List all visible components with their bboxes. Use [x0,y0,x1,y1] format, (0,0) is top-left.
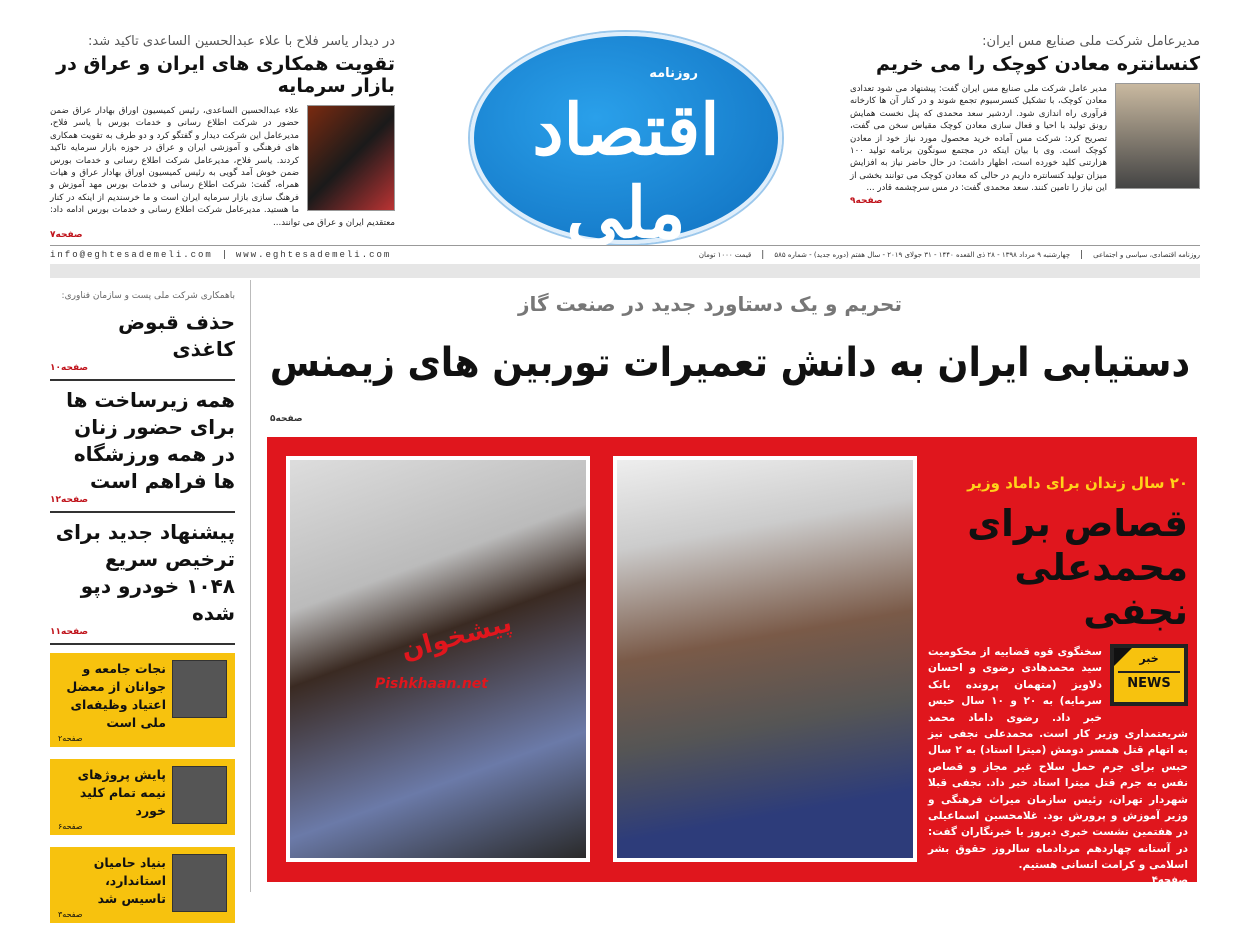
divider: | [761,249,765,260]
page-ref[interactable]: صفحه۷ [50,230,83,241]
page-ref[interactable]: صفحه۱۲ [50,495,89,505]
logo-subtitle: روزنامه [649,66,698,81]
page-ref: صفحه۶ [58,822,83,831]
lead-headline[interactable]: قصاص برای محمدعلی نجفی [967,502,1188,633]
lead-kicker: ۲۰ سال زندان برای داماد وزیر [967,474,1188,492]
badge-label-en: NEWS [1118,671,1180,692]
paper-type: روزنامه اقتصادی، سیاسی و اجتماعی [1093,250,1200,259]
lead-body [928,644,1188,874]
page-ref: صفحه۲ [58,734,83,743]
badge-label-fa: خبر [1139,652,1159,665]
top-right-story [850,34,1200,206]
column-divider [250,280,251,892]
story-body: علاء عبدالحسین الساعدی، رئیس کمیسیون اوراق بهادار عراق ضمن حضور در شرکت اطلاع رسانی و خدمات بورس با یاسر فلاح، مدیرعامل این شرکت دیدار و گفتگو کرد و دو طرف به تقویت همکاری های فرهنگی و آموزشی ایران و عراق در حوزه بازار سرمایه تاکید کردند. یاسر فلاح، مدیرعامل شرکت اطلاع رسانی و خدمات بورس ضمن خوش آمد گویی به رئیس کمیسیون اوراق بهادار عراق و هیات همراه، گفت: شرکت اطلاع رسانی و خدمات بورس مهد آموزش و فرهنگ سازی بازار سرمایه ایران است و ما خرسندیم از اینکه در کنار ما هستید. مدیرعامل شرکت اطلاع رسانی و خدمات بورس ادامه داد: معتقدیم ایران و عراق می توانند... [50,106,395,228]
page-ref[interactable]: صفحه۱۰ [50,363,89,373]
divider [50,379,235,381]
divider: | [1080,249,1084,260]
lead-photo-left [286,456,590,862]
logo-title: اقتصاد ملی [532,88,720,254]
page-ref: صفحه۳ [58,910,83,919]
main-kicker: تحریم و یک دستاورد جدید در صنعت گاز [518,292,902,316]
yellow-box[interactable] [50,847,235,923]
story-body: مدیر عامل شرکت ملی صنایع مس ایران گفت: پیشنهاد می شود تعدادی معادن کوچک، با تشکیل کنسرسیوم تجمع شوند و در کنار آن ها کارخانه فرآوری راه اندازی شود. اردشیر سعد محمدی که پنل نخست همایش رونق تولید با احیا و فعال سازی معادن کوچک مقیاس سخن می گفت، تصریح کرد: شرکت مس آماده خرید محصول مورد نیاز خود از معادن کوچک است. وی با بیان اینکه در مجتمع سونگون برنامه تولید ۱۰۰ هزارتنی کلید خورده است، اظهار داشت: در حال حاضر نیاز به افزایش میزان تولید کنسانتره داریم در حالی که معادن کوچک می توانند بخشی از این نیاز را تامین کنند. سعد محمدی گفت: در مس سرچشمه قادر ... [850,84,1107,194]
story-headline[interactable]: تقویت همکاری های ایران و عراق در بازار سرمایه [56,53,395,97]
divider [50,643,235,645]
story-photo [1115,83,1200,189]
page-ref[interactable]: صفحه۵ [270,414,303,424]
box-headline: بنیاد حامیان استاندارد، تاسیس شد [93,855,166,906]
news-badge [1110,644,1188,706]
lead-body-text: سخنگوی قوه قضاییه از محکومیت سید محمدهادی رضوی و احسان دلاویز (متهمان پرونده بانک سرمایه) به ۲۰ و ۱۰ سال حبس خبر داد. رضوی داماد محمد شریعتمداری وزیر کار است. محمدعلی نجفی نیز به اتهام قتل همسر دومش (میترا استاد) به ۲ سال حبس برای جرم حمل سلاح غیر مجاز و قصاص نفس به جرم قتل میترا استاد خبر داد. نجفی قبلا شهردار تهران، رئیس سازمان میراث فرهنگی و وزیر آموزش و پرورش بود. غلامحسین اسماعیلی در هفتمین نشست خبری دیروز با خبرنگاران گفت: در آستانه چهاردهم مردادماه سالروز حقوق بشر اسلامی و کرامت انسانی هستیم. [928,646,1188,872]
corner-icon [1114,648,1132,666]
divider [50,511,235,513]
page-ref[interactable]: صفحه۱۱ [50,627,89,637]
sidebar-headline[interactable]: همه زیرساخت ها برای حضور زنان در همه ورزشگاه ها فراهم است [66,388,235,493]
divider: | [222,249,226,260]
story-headline[interactable]: کنسانتره معادن کوچک را می خریم [876,53,1200,75]
email[interactable]: info@eghtesademeli.com [50,249,213,260]
sidebar-headline[interactable]: حذف قبوض کاغذی [118,310,235,361]
lead-column [928,474,1188,886]
portrait-photo [172,660,227,718]
newspaper-logo [470,32,782,254]
box-headline: نجات جامعه و جوانان از معضل اعتیاد وظیفه‌ای ملی است [66,661,166,730]
grey-band [50,264,1200,278]
watermark-url: Pishkhaan.net [375,676,488,692]
sidebar-kicker: باهمکاری شرکت ملی پست و سازمان فناوری: [61,291,235,301]
issue-date: چهارشنبه ۹ مرداد ۱۳۹۸ - ۲۸ ذی القعده ۱۴۴۰ - ۳۱ جولای ۲۰۱۹ - سال هفتم (دوره جدید) - شماره ۵۸۵ [774,250,1071,259]
lead-photo-right [613,456,917,862]
watermark: پیشخوان [398,607,515,667]
website[interactable]: www.eghtesademeli.com [235,249,392,260]
yellow-box[interactable] [50,759,235,835]
box-headline: پایش پروژهای نیمه تمام کلید خورد [77,767,166,818]
sidebar-headline[interactable]: پیشنهاد جدید برای ترخیص سریع ۱۰۴۸ خودرو دپو شده [55,520,235,625]
portrait-photo [172,854,227,912]
yellow-box[interactable] [50,653,235,747]
top-left-story [50,34,395,240]
page-ref[interactable]: صفحه۹ [850,195,883,206]
price: قیمت ۱۰۰۰ تومان [698,250,752,259]
main-headline[interactable]: دستیابی ایران به دانش تعمیرات توربین های زیمنس [269,340,1191,386]
story-kicker: در دیدار یاسر فلاح با علاء عبدالحسین الساعدی تاکید شد: [88,34,395,49]
story-photo [307,105,395,211]
story-kicker: مدیرعامل شرکت ملی صنایع مس ایران: [982,34,1200,49]
portrait-photo [172,766,227,824]
main-headline-wrap [270,340,1190,392]
page-ref[interactable]: صفحه۴ [1151,874,1188,886]
sidebar [50,285,235,935]
info-bar [50,245,1200,263]
